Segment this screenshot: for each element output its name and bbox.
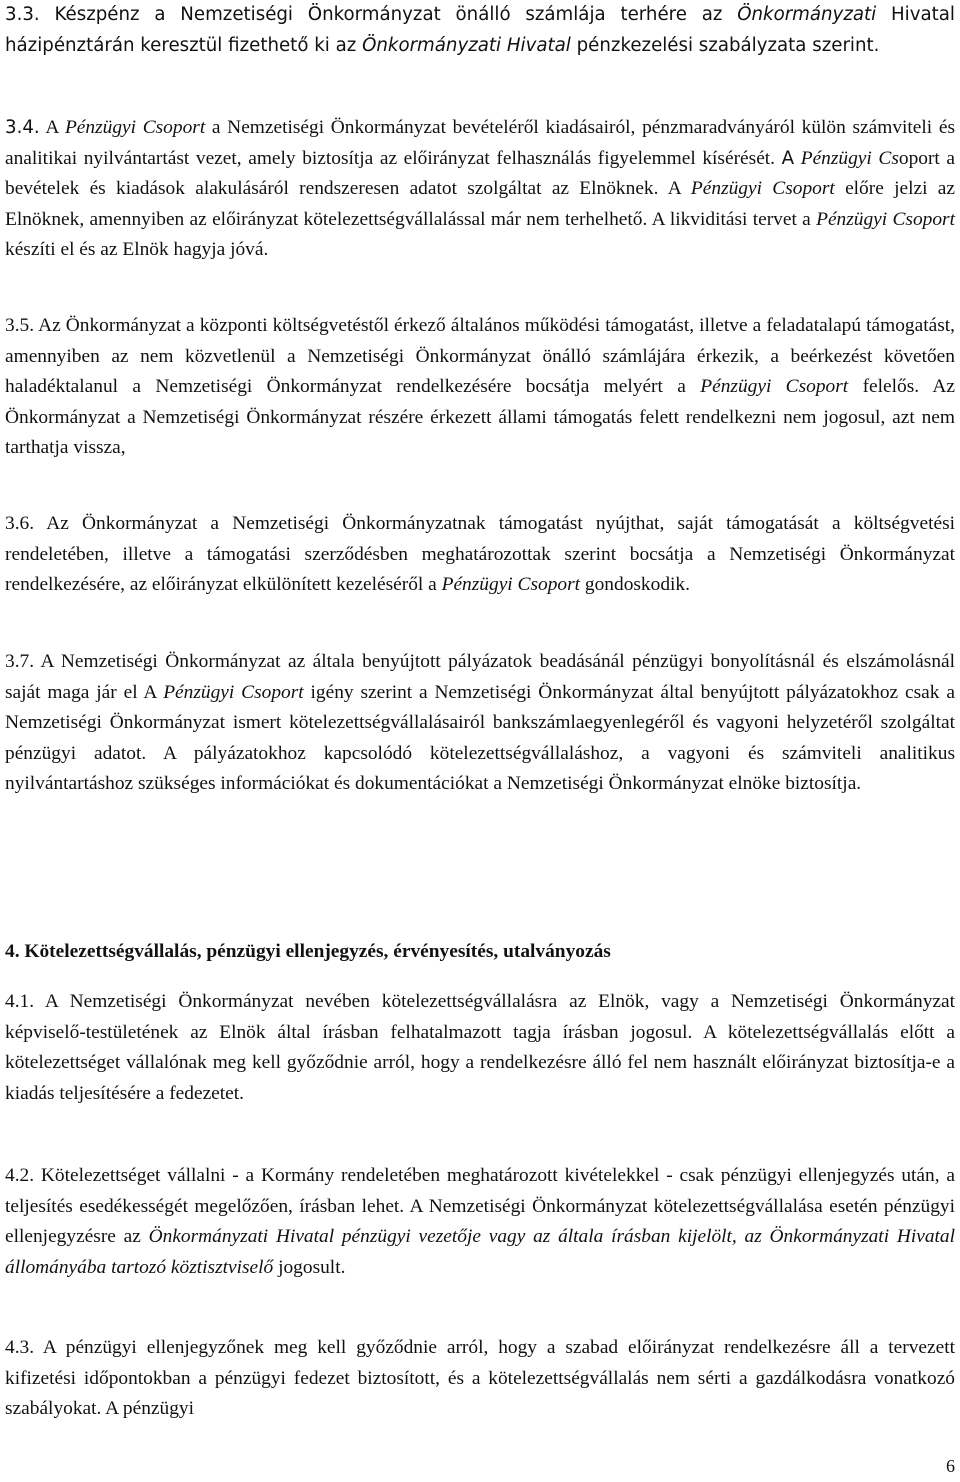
- paragraph-4-1: 4.1. A Nemzetiségi Önkormányzat nevében kötelezettségvállalásra az Elnök, vagy a Nemzetiségi Önkormányzat képviselő-testületének az Elnök által írásban felhatalmazott tagja írásban jogosul. A kötelezettségvállalás előtt a kötelezettséget vállalónak meg kell győződnie arról, hogy a rendelkezésre álló fel nem használt előirányzat biztosítja-e a kiadás teljesítésére a fedezetet.: [5, 991, 955, 1104]
- section-number: 3.5.: [5, 315, 35, 336]
- paragraph-3-4: 3.4. A Pénzügyi Csoport a Nemzetiségi Önkormányzat bevételéről kiadásairól, pénzmaradványáról külön számviteli és analitikai nyilvántartást vezet, amely biztosítja az előirányzat felhasználás figyelemmel kísérését. A Pénzügyi Csoport a bevételek és kiadások alakulásáról rendszeresen adatot szolgáltat az Elnöknek. A Pénzügyi Csoport előre jelzi az Elnöknek, amennyiben az előirányzat kötelezettségvállalással már nem terhelhető. A likviditási tervet a Pénzügyi Csoport készíti el és az Elnök hagyja jóvá.: [5, 117, 956, 260]
- section-heading-4: 4. Kötelezettségvállalás, pénzügyi ellenjegyzés, érvényesítés, utalványozás: [5, 941, 611, 962]
- paragraph-3-6: 3.6. Az Önkormányzat a Nemzetiségi Önkormányzatnak támogatást nyújthat, saját támogatását a költségvetési rendeletében, illetve a támogatási szerződésben meghatározottak szerint bocsátja a Nemzetiségi Önkormányzat rendelkezésére, az előirányzat elkülönített kezeléséről a Pénzügyi Csoport gondoskodik.: [5, 513, 956, 595]
- paragraph-3-7: 3.7. A Nemzetiségi Önkormányzat az általa benyújtott pályázatok beadásánál pénzügyi bonyolításnál és elszámolásnál saját maga jár el A Pénzügyi Csoport igény szerint a Nemzetiségi Önkormányzat által benyújtott pályázatokhoz csak a Nemzetiségi Önkormányzat ismert kötelezettségvállalásairól bankszámlaegyenlegéről és vagyoni helyzetéről szolgáltat pénzügyi adatot. A pályázatokhoz kapcsolódó kötelezettségvállaláshoz, a vagyoni és számviteli analitikus nyilvántartáshoz szükséges információkat és dokumentációkat a Nemzetiségi Önkormányzat elnöke biztosítja.: [5, 651, 956, 794]
- section-number: 4.3.: [5, 1337, 35, 1358]
- section-number: 3.4.: [5, 117, 40, 138]
- paragraph-3-3: 3.3. Készpénz a Nemzetiségi Önkormányzat önálló számlája terhére az Önkormányzati Hivatal házipénztárán keresztül fizethető ki az Önkormányzati Hivatal pénzkezelési szabályzata szerint.: [5, 4, 955, 56]
- section-number: 4.2.: [5, 1165, 35, 1186]
- section-number: 3.3.: [5, 4, 40, 25]
- paragraph-4-3: 4.3. A pénzügyi ellenjegyzőnek meg kell győződnie arról, hogy a szabad előirányzat rendelkezésre áll a tervezett kifizetési időpontokban a pénzügyi fedezet biztosított, és a kötelezettségvállalás nem sérti a gazdálkodásra vonatkozó szabályokat. A pénzügyi: [5, 1337, 955, 1419]
- section-number: 3.6.: [5, 513, 35, 534]
- paragraph-3-5: 3.5. Az Önkormányzat a központi költségvetéstől érkező általános működési támogatást, illetve a feladatalapú támogatást, amennyiben az nem közvetlenül a Nemzetiségi Önkormányzat önálló számlájára érkezik, a beérkezést követően haladéktalanul a Nemzetiségi Önkormányzat rendelkezésére bocsátja melyért a Pénzügyi Csoport felelős. Az Önkormányzat a Nemzetiségi Önkormányzat részére érkezett állami támogatás felett rendelkezni nem jogosul, azt nem tarthatja vissza,: [5, 315, 955, 458]
- page-number: 6: [946, 1456, 955, 1476]
- section-number: 3.7.: [5, 651, 35, 672]
- section-number: 4.1.: [5, 991, 35, 1012]
- paragraph-4-2: 4.2. Kötelezettséget vállalni - a Kormány rendeletében meghatározott kivételekkel - csak pénzügyi ellenjegyzés után, a teljesítés esedékességét megelőzően, írásban lehet. A Nemzetiségi Önkormányzat kötelezettségvállalása esetén pénzügyi ellenjegyzésre az Önkormányzati Hivatal pénzügyi vezetője vagy az általa írásban kijelölt, az Önkormányzati Hivatal állományába tartozó köztisztviselő jogosult.: [5, 1165, 955, 1278]
